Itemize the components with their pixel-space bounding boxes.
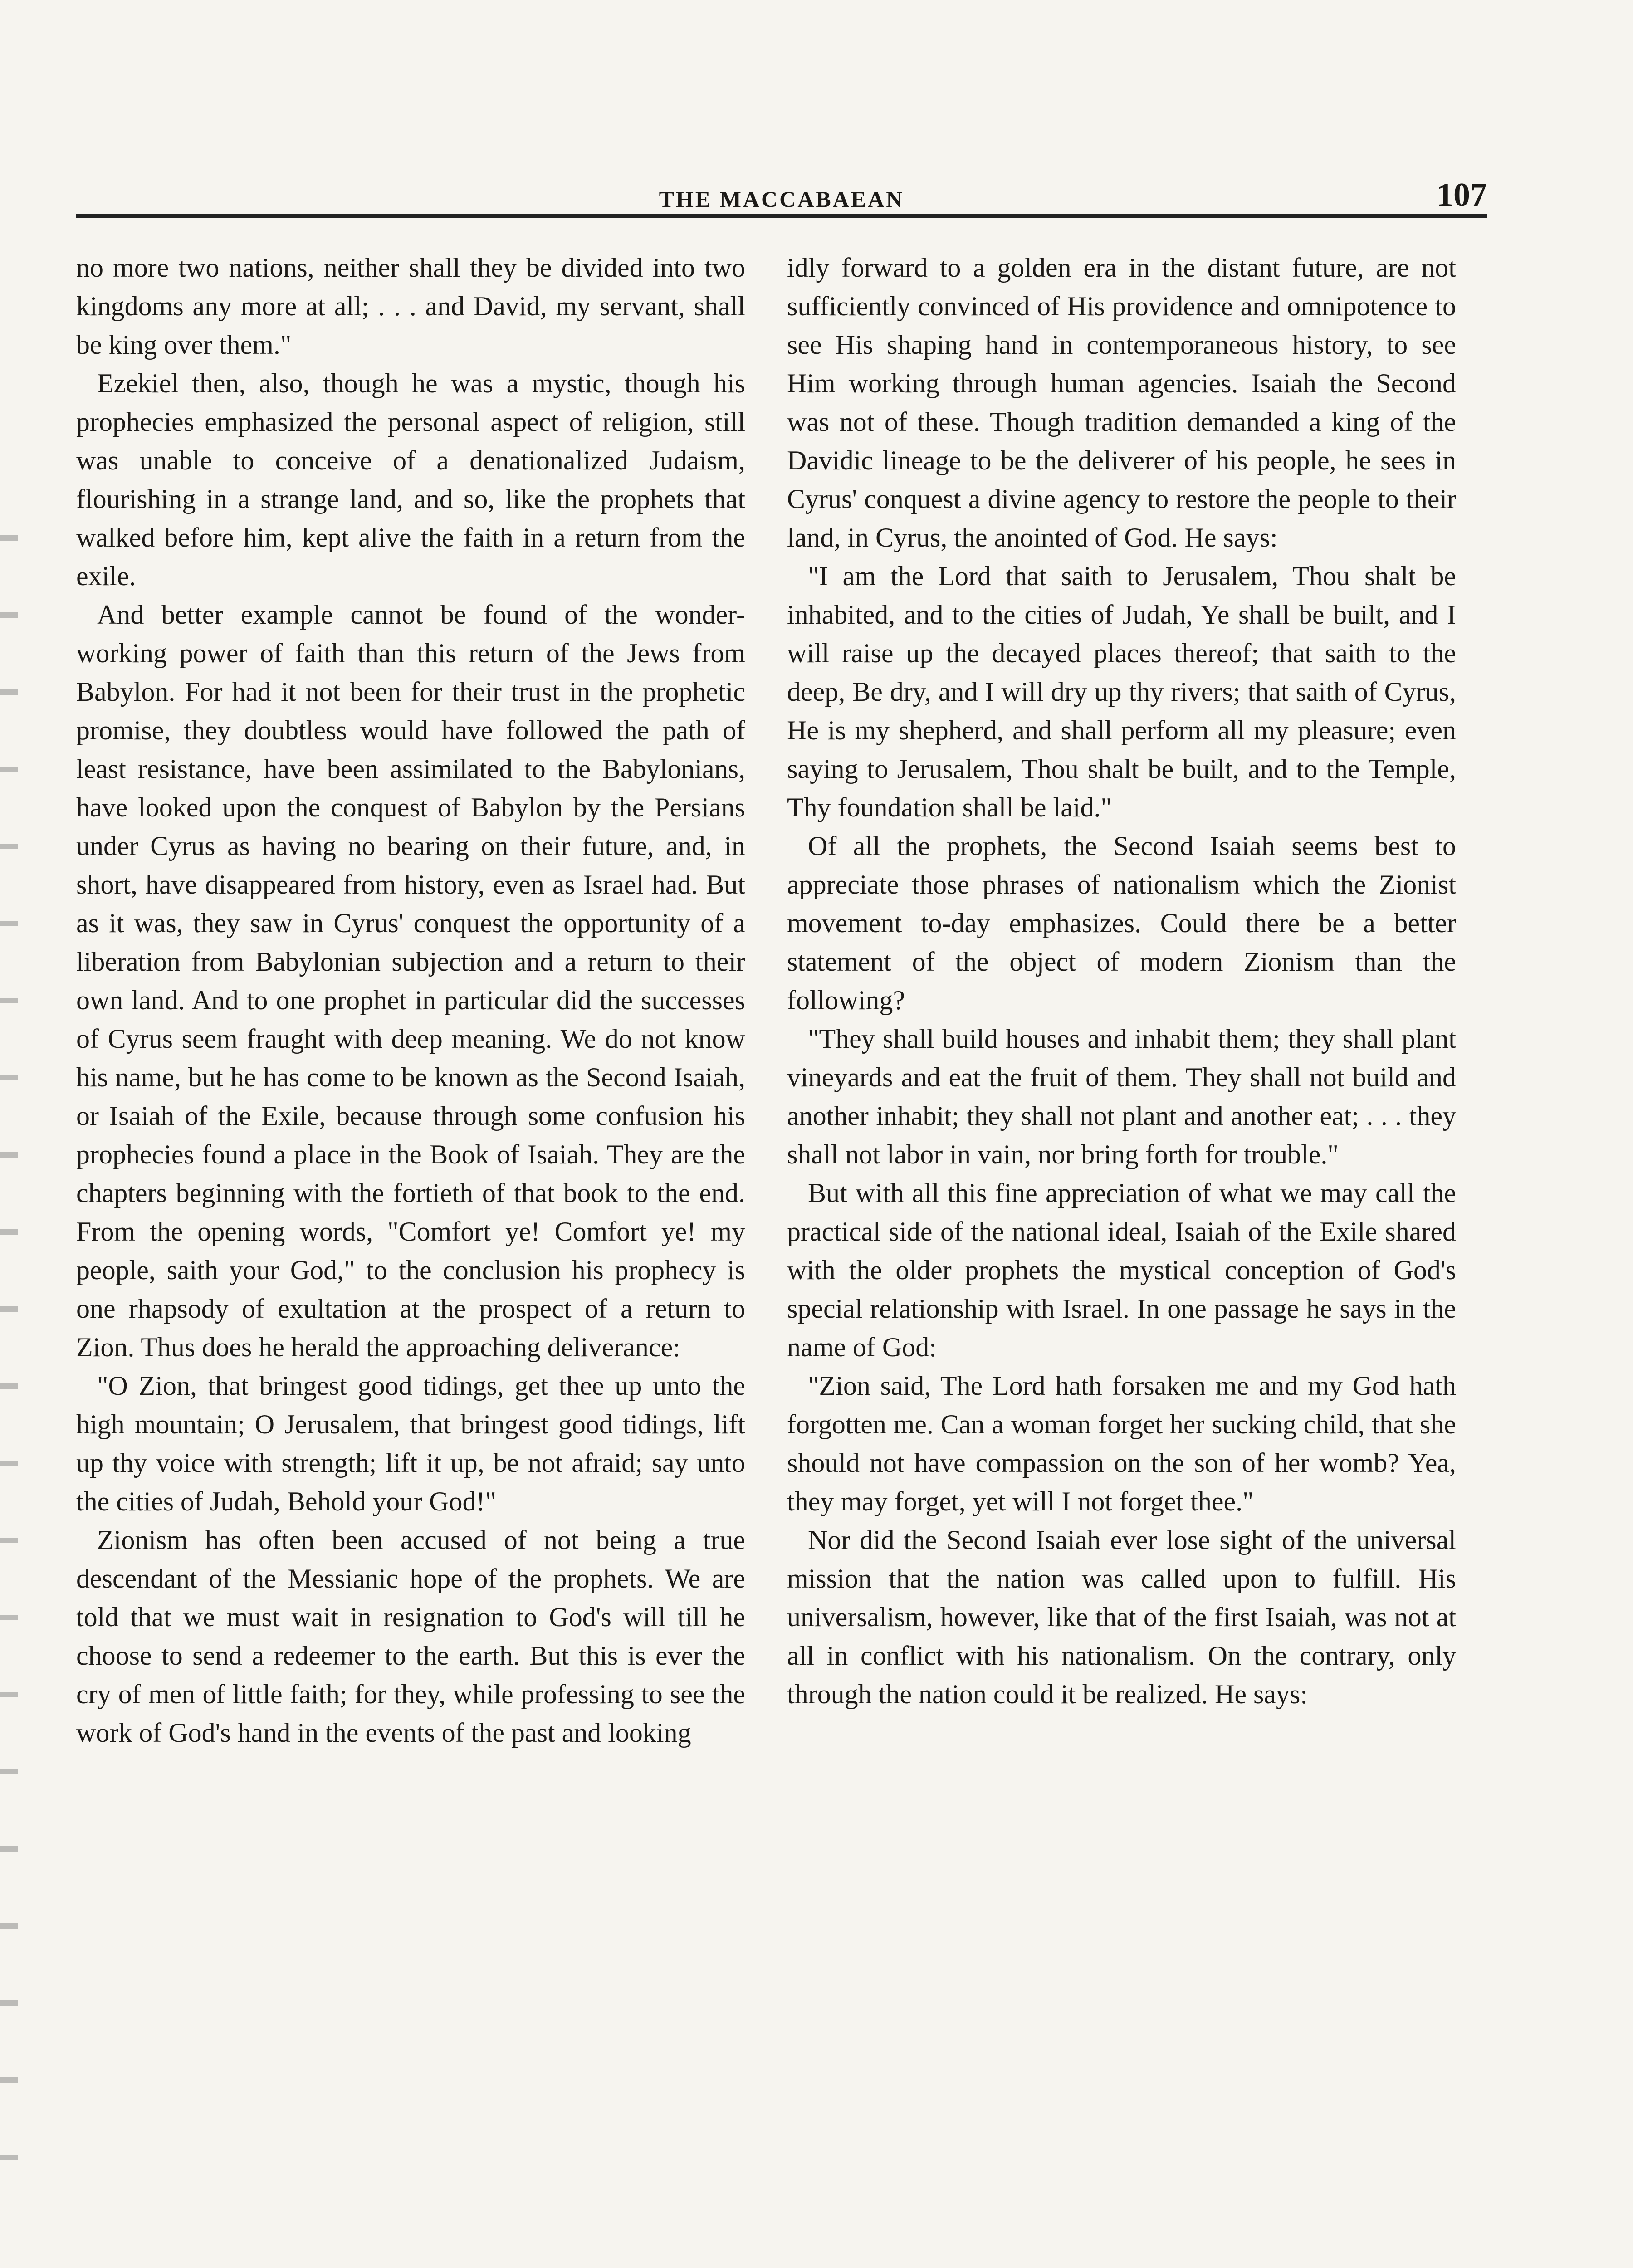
paragraph: idly forward to a golden era in the distant future, are not sufficiently convinced of His providence and omnipotence to see His shaping hand in contemporaneous history, to see Him working through human agencies. Isaiah the Second was not of these. Though tradition demanded a king of the Davidic lineage to be the deliverer of his people, he sees in Cyrus' conquest a divine agency to restore the people to their land, in Cyrus, the anointed of God. He says: (787, 253, 1456, 552)
paragraph: Nor did the Second Isaiah ever lose sight of the universal mission that the nation was called upon to fulfill. His universalism, however, like that of the first Isaiah, was not at all in conflict with his nationalism. On the contrary, only through the nation could it be realized. He says: (787, 1525, 1456, 1709)
page-number: 107 (1437, 176, 1487, 214)
quotation: "O Zion, that bringest good tidings, get thee up unto the high mountain; O Jerusalem, that bringest good tidings, lift up thy voice with strength; lift it up, be not afraid; say unto the cities of Judah, Behold your God!" (76, 1371, 745, 1516)
right-column (787, 249, 1456, 1714)
paragraph: Of all the prophets, the Second Isaiah seems best to appreciate those phrases of nationalism which the Zionist movement to-day emphasizes. Could there be a better statement of the object of modern Zionism than the following? (787, 831, 1456, 1015)
quotation: "Zion said, The Lord hath forsaken me and my God hath forgotten me. Can a woman forget her sucking child, that she should not have compassion on the son of her womb? Yea, they may forget, yet will I not forget thee." (787, 1371, 1456, 1516)
running-header (76, 176, 1487, 214)
paragraph: Zionism has often been accused of not being a true descendant of the Messianic hope of the prophets. We are told that we must wait in resignation to God's will till he choose to send a redeemer to the earth. But this is ever the cry of men of little faith; for they, while professing to see the work of God's hand in the events of the past and looking (76, 1525, 745, 1748)
quotation: "They shall build houses and inhabit them; they shall plant vineyards and eat the fruit of them. They shall not build and another inhabit; they shall not plant and another eat; . . . they shall not labor in vain, nor bring forth for trouble." (787, 1024, 1456, 1169)
left-column (76, 249, 745, 1752)
paragraph: And better example cannot be found of the wonder-working power of faith than this return of the Jews from Babylon. For had it not been for their trust in the prophetic promise, they doubtless would have followed the path of least resistance, have been assimilated to the Babylonians, have looked upon the conquest of Babylon by the Persians under Cyrus as having no bearing on their future, and, in short, have disappeared from history, even as Israel had. But as it was, they saw in Cyrus' conquest the opportunity of a liberation from Babylonian subjection and a return to their own land. And to one prophet in particular did the successes of Cyrus seem fraught with deep meaning. We do not know his name, but he has come to be known as the Second Isaiah, or Isaiah of the Exile, because through some confusion his prophecies found a place in the Book of Isaiah. They are the chapters beginning with the fortieth of that book to the end. From the opening words, "Comfort ye! Comfort ye! my people, saith your God," to the conclusion his prophecy is one rhapsody of exultation at the prospect of a return to Zion. Thus does he herald the approaching deliverance: (76, 600, 745, 1362)
quotation: "I am the Lord that saith to Jerusalem, Thou shalt be inhabited, and to the cities of Judah, Ye shall be built, and I will raise up the decayed places thereof; that saith to the deep, Be dry, and I will dry up thy rivers; that saith of Cyrus, He is my shepherd, and shall perform all my pleasure; even saying to Jerusalem, Thou shalt be built, and to the Temple, Thy foundation shall be laid." (787, 561, 1456, 822)
paragraph: no more two nations, neither shall they be divided into two kingdoms any more at all; . . . and David, my servant, shall be king over them." (76, 253, 745, 360)
header-rule (76, 214, 1487, 218)
journal-title: THE MACCABAEAN (659, 186, 905, 212)
scan-edge-marks (0, 499, 18, 2177)
paragraph: Ezekiel then, also, though he was a mystic, though his prophecies emphasized the personal aspect of religion, still was unable to conceive of a denationalized Judaism, flourishing in a strange land, and so, like the prophets that walked before him, kept alive the faith in a return from the exile. (76, 368, 745, 591)
paragraph: But with all this fine appreciation of what we may call the practical side of the national ideal, Isaiah of the Exile shared with the older prophets the mystical conception of God's special relationship with Israel. In one passage he says in the name of God: (787, 1178, 1456, 1362)
